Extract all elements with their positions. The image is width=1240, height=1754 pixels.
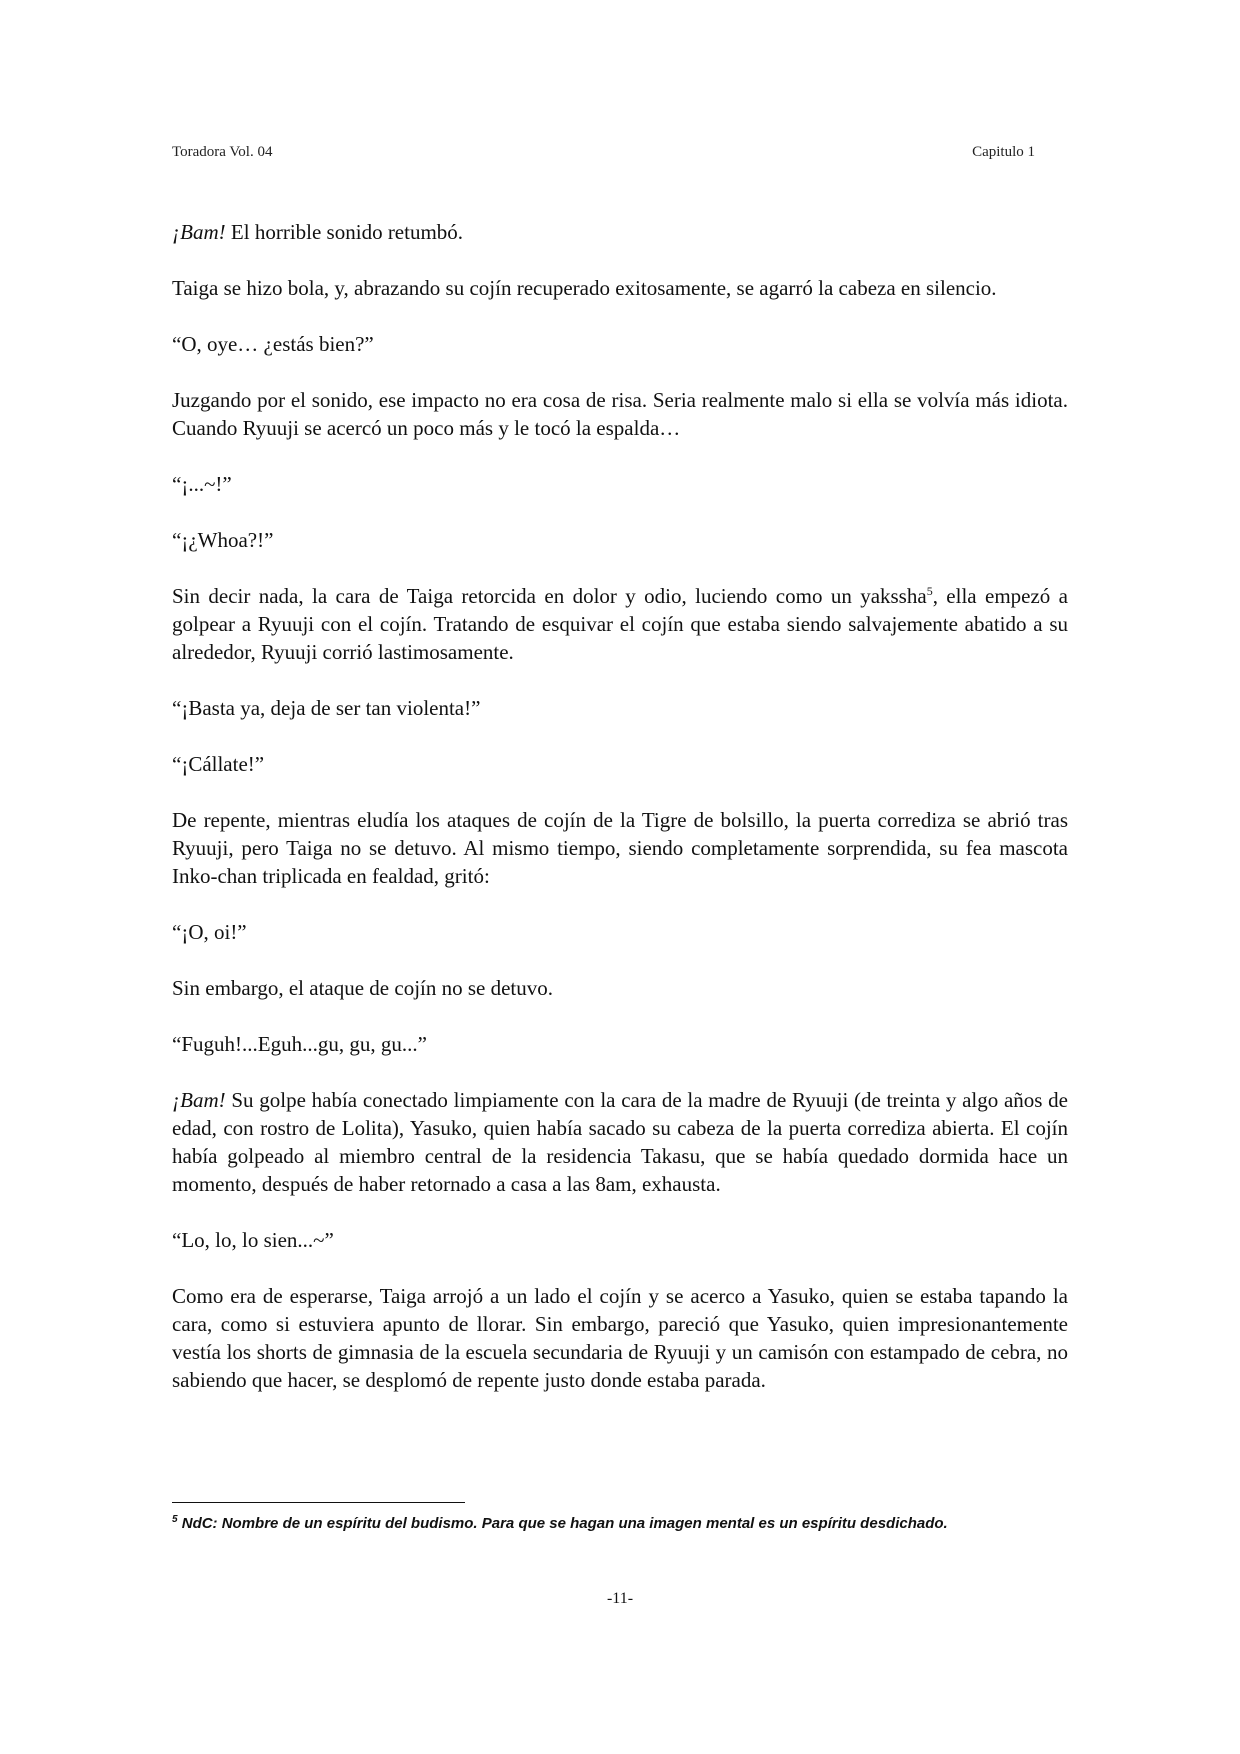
- header-book-title: Toradora Vol. 04: [172, 144, 273, 160]
- dialogue-line: “¡¿Whoa?!”: [172, 528, 274, 552]
- dialogue-line: “¡Cállate!”: [172, 752, 265, 776]
- sound-effect: ¡Bam!: [172, 220, 226, 244]
- dialogue-line: “Fuguh!...Eguh...gu, gu, gu...”: [172, 1032, 427, 1056]
- paragraph-14: [172, 1086, 1068, 1198]
- dialogue-line: “¡Basta ya, deja de ser tan violenta!”: [172, 696, 481, 720]
- footnote-marker: 5: [926, 584, 933, 598]
- dialogue-line: “Lo, lo, lo sien...~”: [172, 1228, 334, 1252]
- footnote-text: NdC: Nombre de un espíritu del budismo. Para que se hagan una imagen mental es un espíritu desdichado.: [177, 1515, 948, 1532]
- header-chapter: Capitulo 1: [972, 144, 1035, 160]
- page-number: -11-: [606, 1590, 634, 1607]
- paragraph-16: Como era de esperarse, Taiga arrojó a un lado el cojín y se acerco a Yasuko, quien se estaba tapando la cara, como si estuviera apunto de llorar. Sin embargo, pareció que Yasuko, quien impresionantemente vestía los shorts de gimnasia de la escuela secundaria de Ryuuji y un camisón con estampado de cebra, no sabiendo que hacer, se desplomó de repente justo donde estaba parada.: [172, 1284, 1068, 1392]
- dialogue-line: “O, oye… ¿estás bien?”: [172, 332, 374, 356]
- paragraph-text: Su golpe había conectado limpiamente con la cara de la madre de Ryuuji (de treinta y algo años de edad, con rostro de Lolita), Yasuko, quien había sacado su cabeza de la puerta corrediza abierta. El cojín había golpeado al miembro central de la residencia Takasu, que se había quedado dormida hace un momento, después de haber retornado a casa a las 8am, exhausta.: [172, 1088, 1068, 1196]
- footnote-number: 5: [172, 1514, 178, 1525]
- sound-effect: ¡Bam!: [172, 1088, 226, 1112]
- paragraph-4: Juzgando por el sonido, ese impacto no era cosa de risa. Seria realmente malo si ella se volvía más idiota. Cuando Ryuuji se acercó un poco más y le tocó la espalda…: [172, 388, 1068, 440]
- paragraph-10: De repente, mientras eludía los ataques de cojín de la Tigre de bolsillo, la puerta corrediza se abrió tras Ryuuji, pero Taiga no se detuvo. Al mismo tiempo, siendo completamente sorprendida, su fea mascota Inko-chan triplicada en fealdad, gritó:: [172, 808, 1068, 888]
- paragraph-1: [172, 218, 1068, 246]
- dialogue-line: “¡...~!”: [172, 472, 232, 496]
- paragraph-2: Taiga se hizo bola, y, abrazando su cojín recuperado exitosamente, se agarró la cabeza en silencio.: [172, 276, 997, 300]
- paragraph-text: Sin decir nada, la cara de Taiga retorcida en dolor y odio, luciendo como un yakssha: [172, 584, 927, 608]
- paragraph-text: , ella empezó a golpear a Ryuuji con el cojín. Tratando de esquivar el cojín que estaba siendo salvajemente abatido a su alrededor, Ryuuji corrió lastimosamente.: [172, 584, 1068, 664]
- paragraph-12: Sin embargo, el ataque de cojín no se detuvo.: [172, 976, 554, 1000]
- footnote-divider: [172, 1502, 465, 1503]
- footnote: [172, 1514, 1072, 1532]
- paragraph-text: El horrible sonido retumbó.: [225, 220, 464, 244]
- dialogue-line: “¡O, oi!”: [172, 920, 247, 944]
- body-text: [172, 218, 1068, 1422]
- paragraph-7: [172, 582, 1068, 666]
